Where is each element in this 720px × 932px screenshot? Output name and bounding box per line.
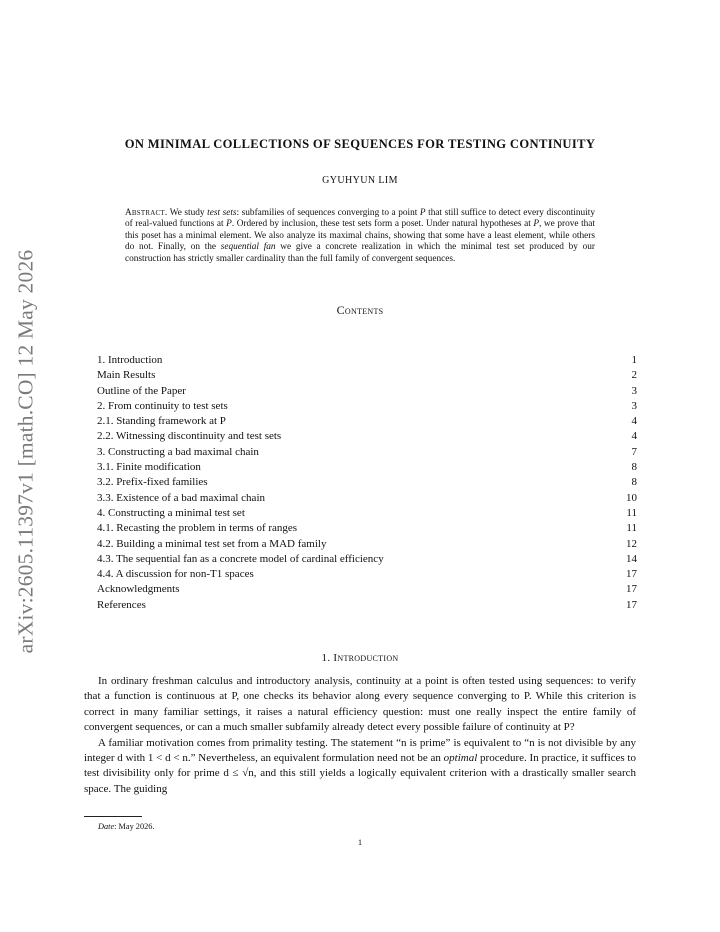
toc-entry-page: 17 — [626, 583, 637, 596]
abstract-variable: P — [533, 219, 540, 230]
footnote-text: : May 2026. — [114, 822, 155, 831]
table-of-contents — [97, 353, 637, 613]
abstract-text: that still suffice to detect every discontinuity of real-valued functions at — [125, 208, 595, 230]
toc-entry-page: 11 — [626, 522, 637, 535]
toc-entry[interactable] — [97, 475, 637, 490]
author-name: GYUHYUN LIM — [322, 175, 398, 186]
toc-entry[interactable] — [97, 552, 637, 567]
footnote-label: Date — [98, 822, 115, 831]
toc-entry-label: 1. Introduction — [97, 354, 163, 366]
toc-entry[interactable] — [97, 521, 637, 536]
paragraph: In ordinary freshman calculus and introductory analysis, continuity at a point is often tested using sequences: to verify that a function is continuous at P, one checks its behavior along every sequence converging to P. While this criterion is correct in many familiar settings, it raises a natural efficiency question: must one really inspect the entire family of convergent sequences, or can a much smaller subfamily already detect every possible failure of continuity at P? — [84, 675, 636, 734]
toc-entry-page: 17 — [626, 598, 637, 611]
toc-entry-label: 2.1. Standing framework at P — [97, 415, 226, 428]
toc-entry[interactable] — [97, 460, 637, 475]
toc-entry-page: 14 — [626, 552, 637, 565]
abstract-emphasis: sequential fan — [220, 242, 276, 253]
toc-entry-page: 4 — [631, 415, 637, 428]
abstract-text: We study — [167, 208, 208, 218]
toc-entry-page: 12 — [626, 537, 637, 550]
abstract-text: : subfamilies of sequences converging to a point — [236, 208, 420, 218]
toc-entry-page: 11 — [626, 506, 637, 519]
paragraph — [84, 736, 636, 798]
toc-entry-label: 3.2. Prefix-fixed families — [97, 476, 208, 489]
introduction-body — [84, 674, 636, 797]
section-heading-introduction: 1. Introduction — [321, 652, 399, 664]
toc-entry[interactable] — [97, 537, 637, 552]
toc-entry-page: 3 — [631, 399, 637, 412]
toc-entry-page: 8 — [631, 476, 637, 489]
toc-entry-page: 8 — [631, 461, 637, 474]
abstract-emphasis: test sets — [207, 208, 237, 218]
toc-entry[interactable] — [97, 445, 637, 460]
paper-title: ON MINIMAL COLLECTIONS OF SEQUENCES FOR TESTING CONTINUITY — [124, 137, 596, 151]
abstract — [125, 208, 595, 265]
toc-entry-label: Outline of the Paper — [97, 384, 186, 397]
toc-entry[interactable] — [97, 384, 637, 399]
toc-entry-label: 3.1. Finite modification — [97, 461, 201, 474]
toc-entry-label: 4.3. The sequential fan as a concrete model of cardinal efficiency — [97, 552, 384, 565]
toc-entry-page: 10 — [626, 491, 637, 504]
abstract-text: we give a concrete realization in which the minimal test set produced by our construction has strictly smaller cardinality than the full family of convergent sequences. — [125, 242, 595, 264]
toc-entry-page: 17 — [626, 568, 637, 581]
contents-heading: Contents — [336, 303, 384, 317]
toc-entry-label: 2.2. Witnessing discontinuity and test sets — [97, 430, 282, 443]
paragraph-text: A familiar motivation comes from primality testing. The statement “n is prime” is equivalent to “n is not divisible by any integer d with 1 < d < n.” Nevertheless, an equivalent formulation need not be an — [84, 736, 636, 765]
toc-entry[interactable] — [97, 491, 637, 506]
toc-entry-page: 2 — [631, 369, 637, 382]
page-number: 1 — [357, 837, 363, 847]
abstract-variable: P — [419, 208, 426, 218]
toc-entry[interactable] — [97, 582, 637, 597]
toc-entry-page: 1 — [631, 354, 637, 366]
toc-entry[interactable] — [97, 429, 637, 444]
toc-entry[interactable] — [97, 598, 637, 613]
arxiv-margin-stamp — [4, 241, 48, 661]
abstract-text: . Ordered by inclusion, these test sets form a poset. Under natural hypotheses at — [231, 219, 534, 230]
toc-entry-label: 4. Constructing a minimal test set — [97, 506, 245, 519]
toc-entry[interactable] — [97, 506, 637, 521]
date-footnote — [98, 822, 154, 831]
arxiv-identifier: arXiv:2605.11397v1 [math.CO] 12 May 2026 — [13, 249, 38, 653]
abstract-text: , we prove that this poset has a minimal element. We also analyze its maximal chains, showing that some have a least element, while others do not. Finally, on the — [125, 219, 596, 253]
toc-entry[interactable] — [97, 567, 637, 582]
toc-entry[interactable] — [97, 353, 637, 368]
footnote-divider — [84, 816, 142, 817]
toc-entry[interactable] — [97, 399, 637, 414]
abstract-variable: P — [226, 219, 232, 230]
toc-entry-label: References — [97, 598, 146, 611]
toc-entry-label: 4.1. Recasting the problem in terms of ranges — [97, 522, 298, 535]
abstract-label: Abstract. — [125, 208, 168, 218]
toc-entry-label: 4.2. Building a minimal test set from a MAD family — [97, 537, 327, 550]
toc-entry-label: Acknowledgments — [97, 583, 180, 596]
toc-entry-page: 7 — [631, 445, 637, 458]
toc-entry-label: Main Results — [97, 369, 156, 382]
toc-entry-page: 3 — [631, 384, 637, 397]
paragraph-emphasis: optimal — [443, 752, 478, 765]
toc-entry-label: 4.4. A discussion for non-T1 spaces — [97, 568, 254, 581]
toc-entry-page: 4 — [631, 430, 637, 443]
toc-entry-label: 3.3. Existence of a bad maximal chain — [97, 491, 265, 504]
toc-entry[interactable] — [97, 414, 637, 429]
toc-entry-label: 3. Constructing a bad maximal chain — [97, 445, 259, 458]
toc-entry[interactable] — [97, 368, 637, 383]
toc-entry-label: 2. From continuity to test sets — [97, 399, 228, 412]
paragraph-text: procedure. In practice, it suffices to test divisibility only for prime d ≤ √n, and this still yields a logically equivalent criterion with a drastically smaller search space. The guiding — [84, 752, 636, 795]
